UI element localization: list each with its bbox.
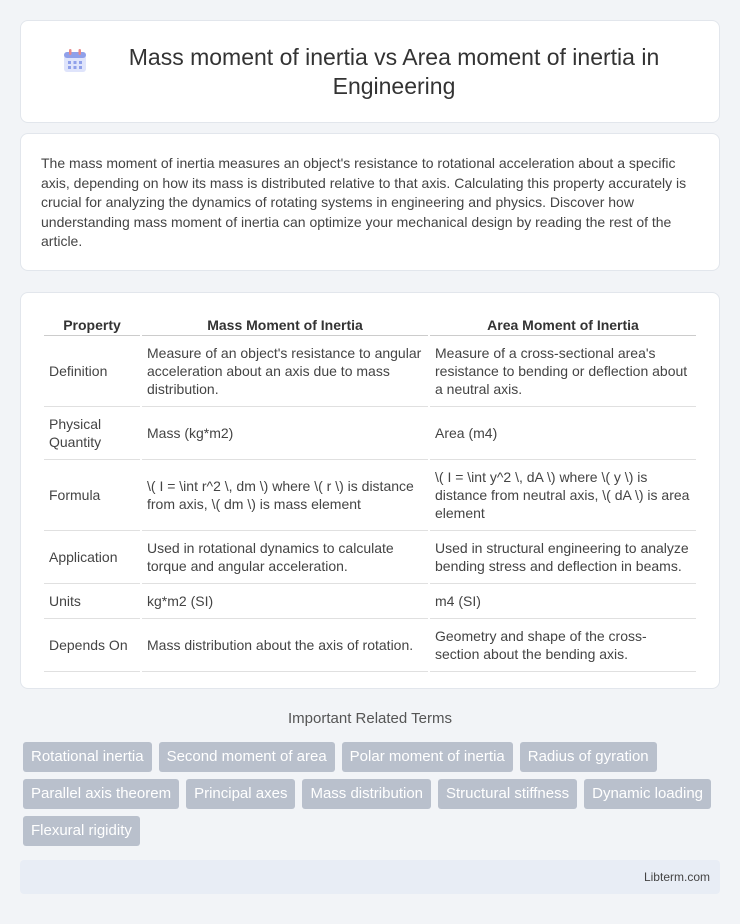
table-cell: Geometry and shape of the cross-section about the bending axis. (430, 619, 696, 672)
column-header-mass: Mass Moment of Inertia (142, 313, 428, 336)
related-term-tag[interactable]: Dynamic loading (584, 779, 711, 809)
header-inner (61, 43, 679, 101)
footer-site-link[interactable]: Libterm.com (643, 870, 710, 884)
calendar-icon (61, 47, 89, 75)
table-cell: Mass distribution about the axis of rotation. (142, 619, 428, 672)
table-row (44, 584, 696, 619)
table-cell: Measure of a cross-sectional area's resistance to bending or deflection about a neutral axis. (430, 336, 696, 407)
intro-text: The mass moment of inertia measures an object's resistance to rotational acceleration about a specific axis, depending on how its mass is distributed relative to that axis. Calculating this property accurately is crucial for analyzing the dynamics of rotating systems in engineering and physics. Discover how understanding mass moment of inertia can optimize your mechanical design by reading the rest of the article. (41, 155, 687, 249)
table-cell: Area (m4) (430, 407, 696, 460)
footer (20, 860, 720, 894)
related-term-tag[interactable]: Principal axes (186, 779, 295, 809)
table-cell: Physical Quantity (44, 407, 140, 460)
page-title: Mass moment of inertia vs Area moment of inertia in Engineering (128, 43, 660, 99)
table-cell: Application (44, 531, 140, 584)
table-row (44, 336, 696, 407)
related-term-tag[interactable]: Structural stiffness (438, 779, 577, 809)
comparison-table-card (20, 292, 720, 689)
related-terms-title: Important Related Terms (288, 710, 452, 727)
related-terms-list (23, 742, 723, 846)
table-cell: Used in structural engineering to analyze bending stress and deflection in beams. (430, 531, 696, 584)
column-header-area: Area Moment of Inertia (430, 313, 696, 336)
table-cell: Units (44, 584, 140, 619)
table-cell: \( I = \int y^2 \, dA \) where \( y \) is distance from neutral axis, \( dA \) is area element (430, 460, 696, 531)
table-row (44, 407, 696, 460)
table-header-row (44, 313, 696, 336)
header-card (20, 20, 720, 123)
intro-card (20, 133, 720, 271)
related-term-tag[interactable]: Polar moment of inertia (342, 742, 513, 772)
column-header-property: Property (44, 313, 140, 336)
table-cell: Depends On (44, 619, 140, 672)
related-term-tag[interactable]: Flexural rigidity (23, 816, 140, 846)
table-cell: Used in rotational dynamics to calculate torque and angular acceleration. (142, 531, 428, 584)
related-term-tag[interactable]: Rotational inertia (23, 742, 152, 772)
table-cell: Definition (44, 336, 140, 407)
table-cell: Formula (44, 460, 140, 531)
table-cell: Mass (kg*m2) (142, 407, 428, 460)
table-cell: kg*m2 (SI) (142, 584, 428, 619)
comparison-table (42, 313, 698, 672)
table-row (44, 460, 696, 531)
table-row (44, 531, 696, 584)
related-term-tag[interactable]: Parallel axis theorem (23, 779, 179, 809)
table-cell: m4 (SI) (430, 584, 696, 619)
table-cell: \( I = \int r^2 \, dm \) where \( r \) is distance from axis, \( dm \) is mass element (142, 460, 428, 531)
table-cell: Measure of an object's resistance to angular acceleration about an axis due to mass distribution. (142, 336, 428, 407)
related-term-tag[interactable]: Mass distribution (302, 779, 431, 809)
related-term-tag[interactable]: Second moment of area (159, 742, 335, 772)
related-term-tag[interactable]: Radius of gyration (520, 742, 657, 772)
table-row (44, 619, 696, 672)
